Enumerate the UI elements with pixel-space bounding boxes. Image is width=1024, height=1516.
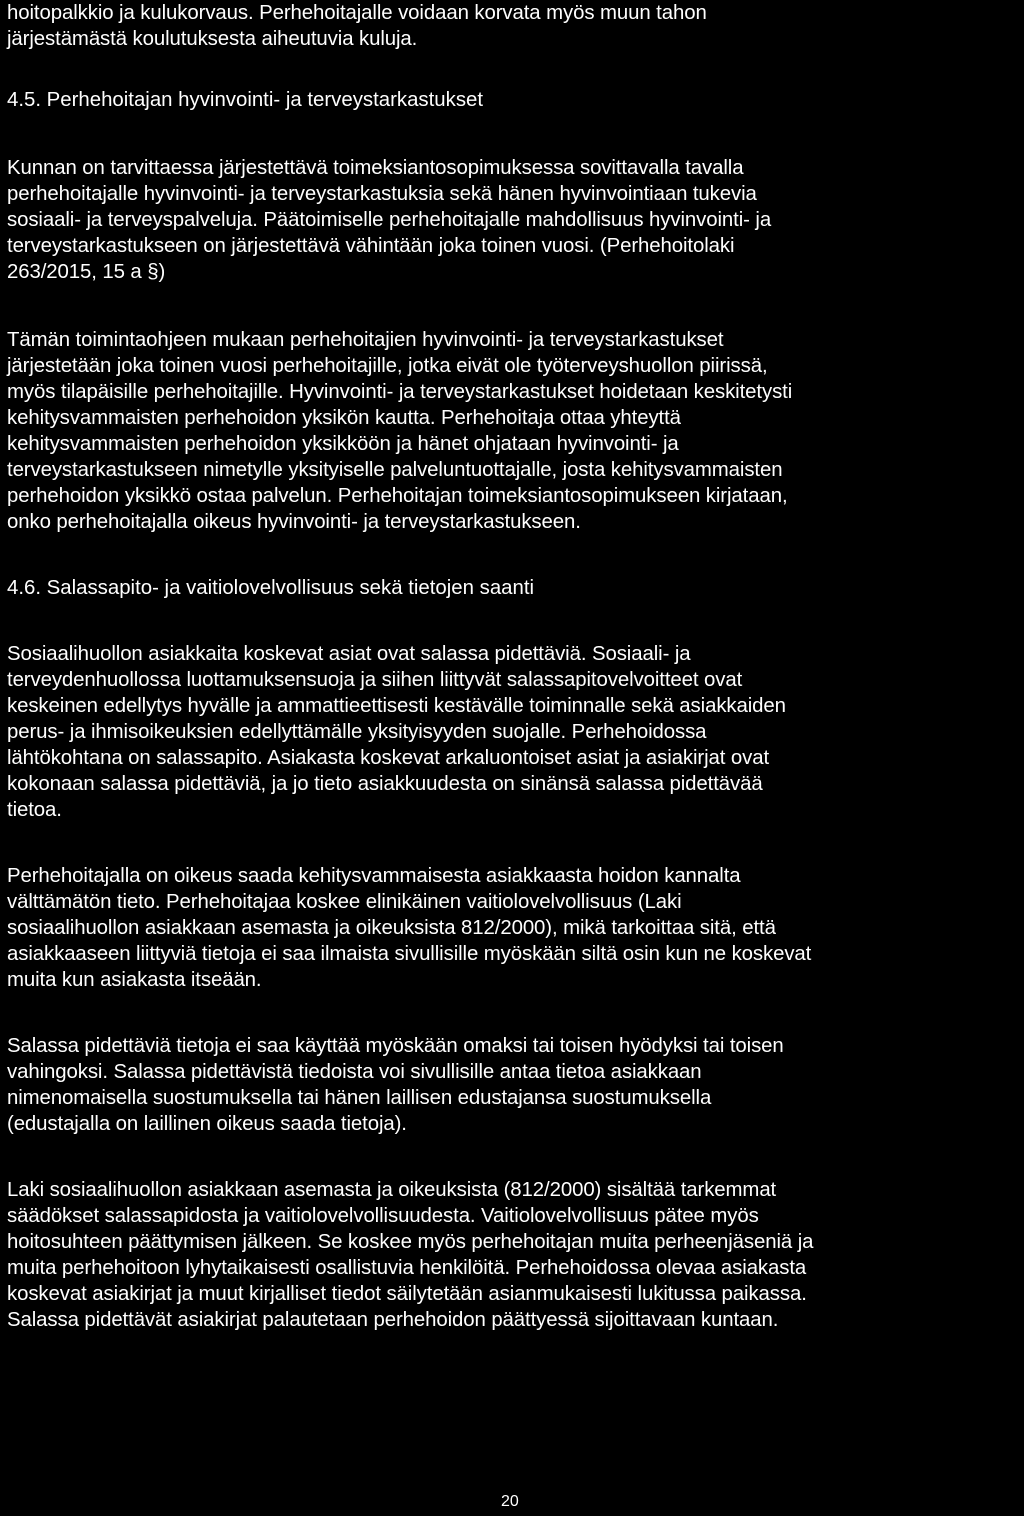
paragraph-line: (edustajalla on laillinen oikeus saada tietoja). <box>7 1113 407 1135</box>
paragraph-line: vahingoksi. Salassa pidettävistä tiedoista voi sivullisille antaa tietoa asiakkaan <box>7 1061 702 1083</box>
paragraph-line: myös tilapäisille perhehoitajille. Hyvinvointi- ja terveystarkastukset hoidetaan keskitetysti <box>7 381 793 403</box>
paragraph-line: terveystarkastukseen on järjestettävä vähintään joka toinen vuosi. (Perhehoitolaki <box>7 235 735 257</box>
paragraph-line: välttämätön tieto. Perhehoitajaa koskee elinikäinen vaitiolovelvollisuus (Laki <box>7 891 682 913</box>
paragraph-line: kokonaan salassa pidettäviä, ja jo tieto asiakkuudesta on sinänsä salassa pidettävää <box>7 773 763 795</box>
paragraph-line: perhehoitajalle hyvinvointi- ja terveystarkastuksia sekä hänen hyvinvointiaan tukevia <box>7 183 757 205</box>
paragraph-line: muita perhehoitoon lyhytaikaisesti osallistuvia henkilöitä. Perhehoidossa olevaa asiakasta <box>7 1257 807 1279</box>
paragraph-line: Sosiaalihuollon asiakkaita koskevat asiat ovat salassa pidettäviä. Sosiaali- ja <box>7 643 691 665</box>
paragraph-line: nimenomaisella suostumuksella tai hänen laillisen edustajansa suostumuksella <box>7 1087 712 1109</box>
section-heading: 4.5. Perhehoitajan hyvinvointi- ja terveystarkastukset <box>7 89 484 111</box>
paragraph-line: lähtökohtana on salassapito. Asiakasta koskevat arkaluontoiset asiat ja asiakirjat ovat <box>7 747 770 769</box>
paragraph-line: asiakkaaseen liittyviä tietoja ei saa ilmaista sivullisille myöskään siltä osin kun ne koskevat <box>7 943 812 965</box>
paragraph-line: tietoa. <box>7 799 62 821</box>
paragraph-line: 263/2015, 15 a §) <box>7 261 166 283</box>
paragraph-line: perhehoidon yksikkö ostaa palvelun. Perhehoitajan toimeksiantosopimukseen kirjataan, <box>7 485 788 507</box>
paragraph-line: perus- ja ihmisoikeuksien edellyttämälle yksityisyyden suojalle. Perhehoidossa <box>7 721 707 743</box>
paragraph-line: Tämän toimintaohjeen mukaan perhehoitajien hyvinvointi- ja terveystarkastukset <box>7 329 724 351</box>
paragraph-line: sosiaali- ja terveyspalveluja. Päätoimiselle perhehoitajalle mahdollisuus hyvinvointi- ja <box>7 209 772 231</box>
paragraph-line: keskeinen edellytys hyvälle ja ammattieettisesti kestävälle toiminnalle sekä asiakkaiden <box>7 695 786 717</box>
section-heading: 4.6. Salassapito- ja vaitiolovelvollisuus sekä tietojen saanti <box>7 577 535 599</box>
paragraph-line: Kunnan on tarvittaessa järjestettävä toimeksiantosopimuksessa sovittavalla tavalla <box>7 157 744 179</box>
paragraph-line: säädökset salassapidosta ja vaitiolovelvollisuudesta. Vaitiolovelvollisuus pätee myös <box>7 1205 759 1227</box>
paragraph-line: kehitysvammaisten perhehoidon yksikköön ja hänet ohjataan hyvinvointi- ja <box>7 433 679 455</box>
paragraph-line: terveystarkastukseen nimetylle yksityiselle palveluntuottajalle, josta kehitysvammaisten <box>7 459 783 481</box>
intro-line: järjestämästä koulutuksesta aiheutuvia kuluja. <box>7 28 418 50</box>
paragraph-line: järjestetään joka toinen vuosi perhehoitajille, jotka eivät ole työterveyshuollon piirissä, <box>7 355 768 377</box>
paragraph-line: muita kun asiakasta itseään. <box>7 969 262 991</box>
paragraph-line: terveydenhuollossa luottamuksensuoja ja siihen liittyvät salassapitovelvoitteet ovat <box>7 669 743 691</box>
paragraph-line: Perhehoitajalla on oikeus saada kehitysvammaisesta asiakkaasta hoidon kannalta <box>7 865 741 887</box>
paragraph-line: onko perhehoitajalla oikeus hyvinvointi- ja terveystarkastukseen. <box>7 511 581 533</box>
paragraph-line: kehitysvammaisten perhehoidon yksikön kautta. Perhehoitaja ottaa yhteyttä <box>7 407 681 429</box>
intro-line: hoitopalkkio ja kulukorvaus. Perhehoitajalle voidaan korvata myös muun tahon <box>7 2 707 24</box>
paragraph-line: sosiaalihuollon asiakkaan asemasta ja oikeuksista 812/2000), mikä tarkoittaa sitä, että <box>7 917 776 939</box>
page-number: 20 <box>501 1493 519 1510</box>
paragraph-line: Laki sosiaalihuollon asiakkaan asemasta ja oikeuksista (812/2000) sisältää tarkemmat <box>7 1179 777 1201</box>
paragraph-line: Salassa pidettävät asiakirjat palautetaan perhehoidon päättyessä sijoittavaan kuntaan. <box>7 1309 779 1331</box>
paragraph-line: Salassa pidettäviä tietoja ei saa käyttää myöskään omaksi tai toisen hyödyksi tai toisen <box>7 1035 784 1057</box>
paragraph-line: koskevat asiakirjat ja muut kirjalliset tiedot säilytetään asianmukaisesti lukitussa paikassa. <box>7 1283 807 1305</box>
paragraph-line: hoitosuhteen päättymisen jälkeen. Se koskee myös perhehoitajan muita perheenjäseniä ja <box>7 1231 814 1253</box>
